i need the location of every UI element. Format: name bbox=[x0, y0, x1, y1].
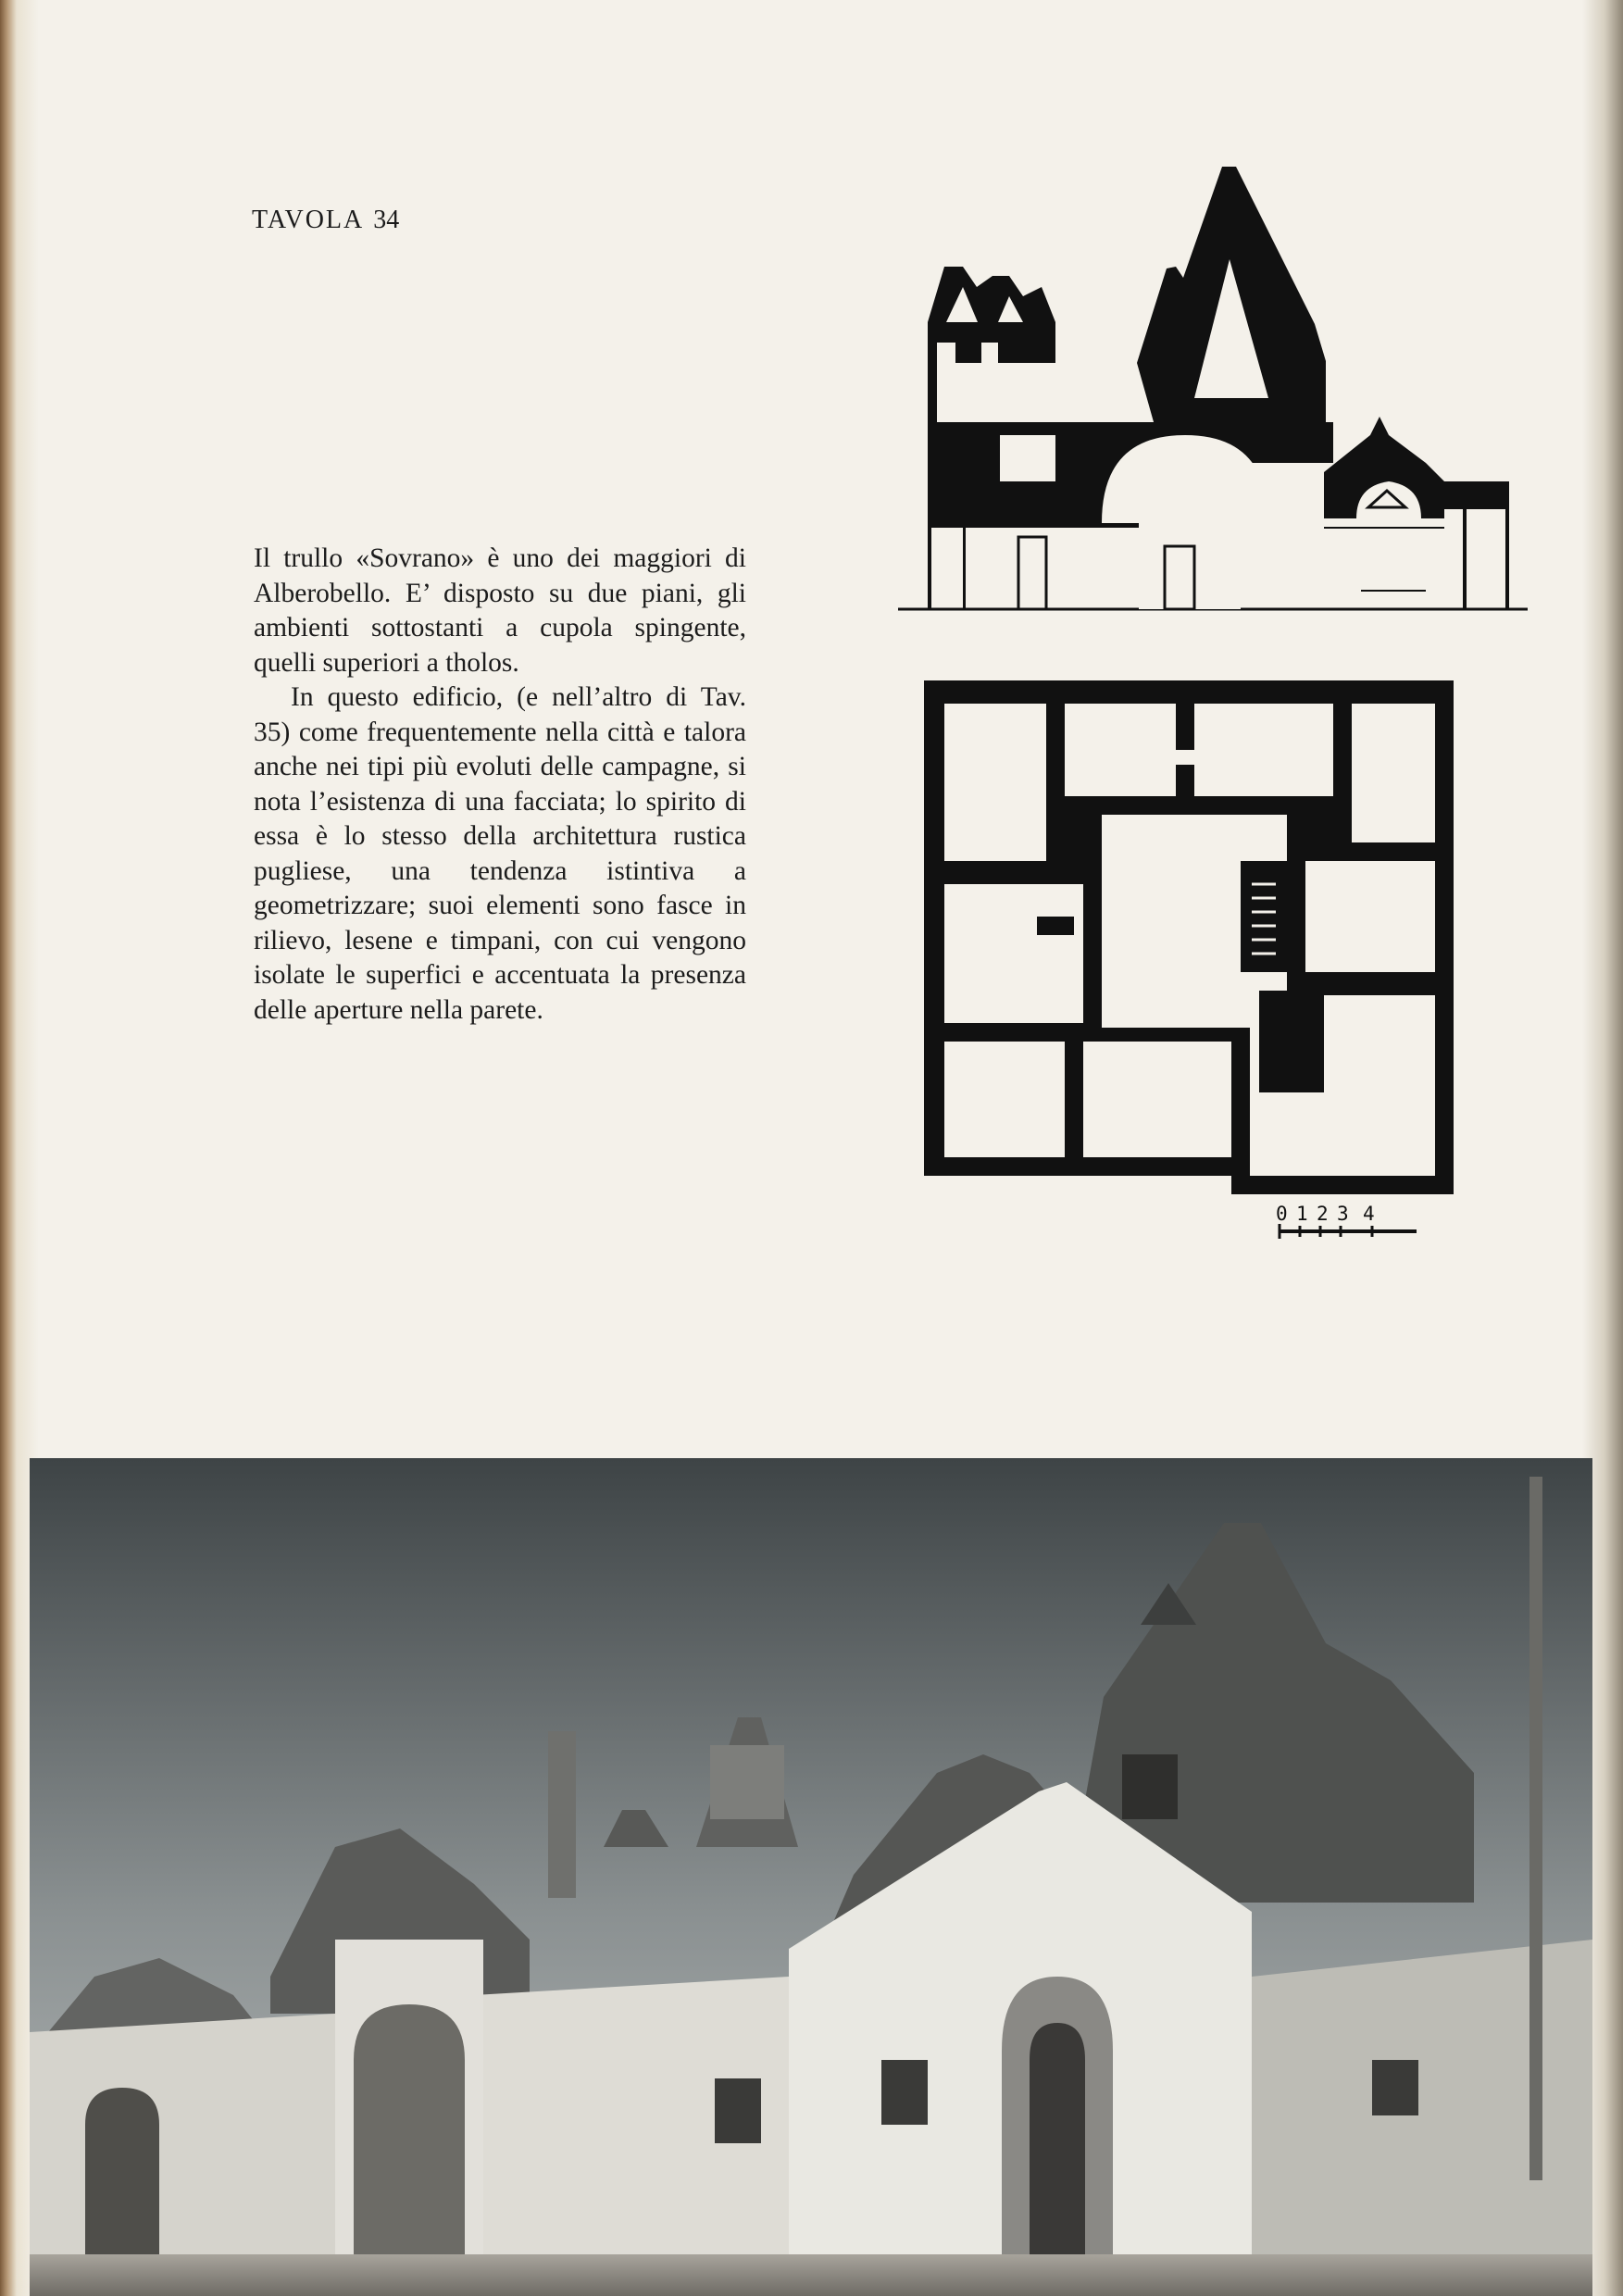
floor-plan-drawing bbox=[924, 680, 1454, 1194]
paragraph-2: In questo edificio, (e nell’altro di Tav. 35) come frequentemente nella città e talora anche nei tipi più evoluti delle campagne, si nota l’esistenza di una facciata; lo spirito di essa è lo stesso della architettura rustica pugliese, una tendenza istintiva a geometrizzare; suoi elementi sono fasce in rilievo, lesene e timpani, con cui vengono isolate le superfici e accentuata la presenza delle aperture nella parete. bbox=[254, 682, 746, 1025]
trullo-sovrano-photo bbox=[30, 1458, 1592, 2296]
plate-heading bbox=[252, 206, 399, 235]
scale-tick-2: 2 bbox=[1317, 1203, 1329, 1225]
plate-number: 34 bbox=[373, 206, 400, 234]
architectural-drawings bbox=[889, 157, 1537, 1250]
paragraph-1: Il trullo «Sovrano» è uno dei maggiori di Alberobello. E’ disposto su due piani, gli ambienti sottostanti a cupola spingente, quelli superiori a tholos. bbox=[254, 543, 746, 678]
scale-tick-4: 4 bbox=[1363, 1203, 1375, 1225]
scale-tick-3: 3 bbox=[1337, 1203, 1349, 1225]
building-section-drawing bbox=[898, 167, 1528, 609]
plate-label: TAVOLA bbox=[252, 206, 365, 234]
scale-tick-0: 0 bbox=[1276, 1203, 1288, 1225]
scale-bar bbox=[1276, 1203, 1417, 1239]
scale-tick-1: 1 bbox=[1296, 1203, 1308, 1225]
body-text bbox=[254, 542, 746, 1028]
